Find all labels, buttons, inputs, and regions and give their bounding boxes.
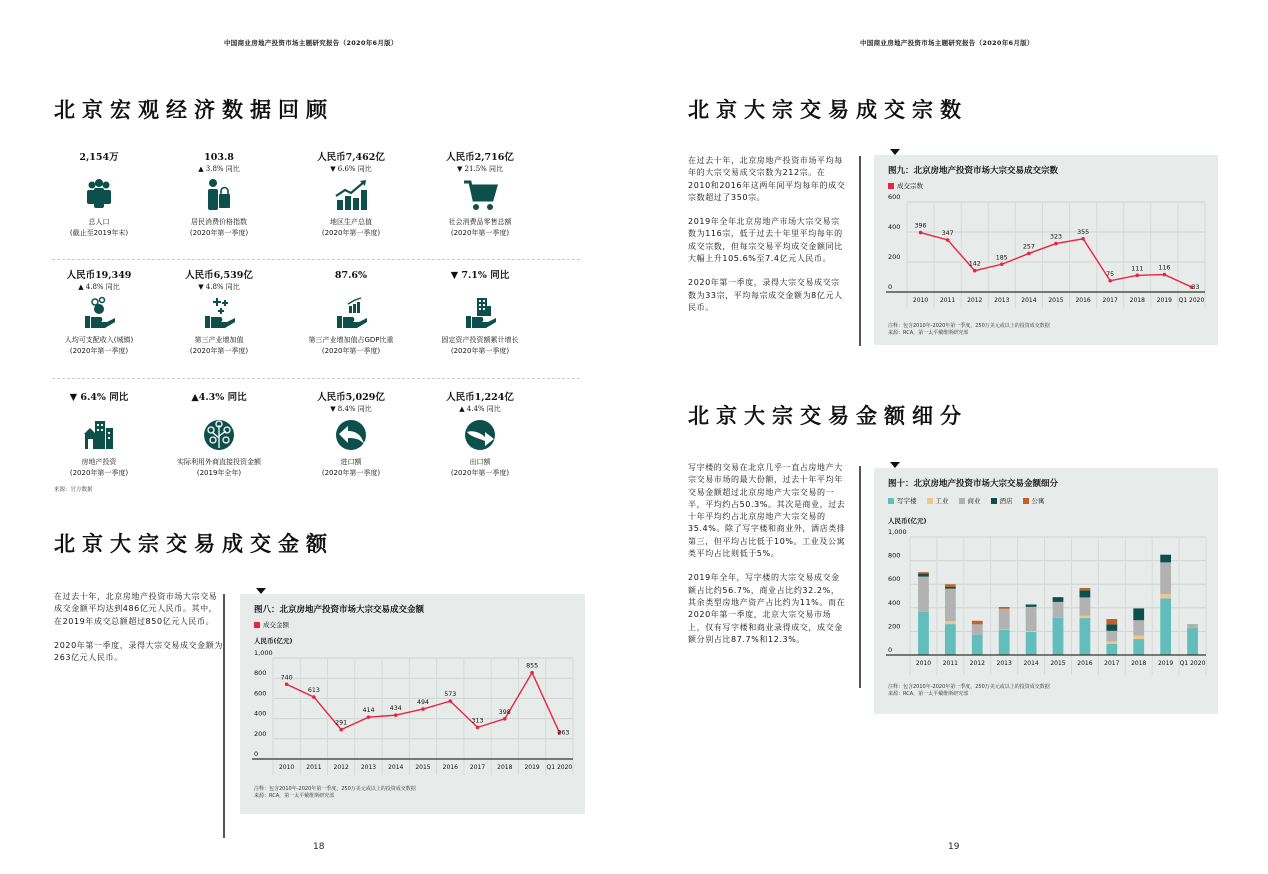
stat-card (420, 270, 540, 357)
bar-segment (1106, 641, 1117, 643)
line-chart-fig9 (874, 193, 1218, 313)
bar-segment (1026, 607, 1037, 631)
bar-segment (945, 624, 956, 655)
bar-segment (1053, 597, 1064, 602)
hand-building-icon (462, 296, 498, 330)
bar-segment (1053, 618, 1064, 655)
x-tick-label: 2015 (1050, 660, 1066, 667)
stat-value: 人民币7,462亿 (317, 152, 385, 163)
stat-card (159, 392, 279, 479)
stat-label: 第三产业增加值 (2020年第一季度) (189, 336, 249, 355)
x-tick-label: 2016 (442, 764, 458, 771)
stat-label: 实际利用外商直接投资金额 (2019年全年) (177, 458, 261, 477)
data-point (919, 231, 923, 235)
data-point (339, 728, 343, 732)
chart-note: 注释：包含2010年-2020年第一季度，250万美元或以上的投资成交数据 来源：RCA，第一太平戴维斯研究部 (888, 684, 1050, 697)
paragraph: 2020年第一季度，录得大宗交易成交金额为263亿元人民币。 (54, 640, 223, 663)
bar-segment (1026, 604, 1037, 606)
stat-label: 人均可支配收入(城镇) (2020年第一季度) (64, 336, 134, 355)
legend-swatch (927, 498, 933, 504)
stat-card (420, 392, 540, 479)
x-tick-label: 2012 (969, 660, 985, 667)
chart-panel-fig10 (874, 468, 1218, 714)
bar-segment (1106, 644, 1117, 655)
money-tree-icon (201, 418, 237, 452)
data-label: 398 (498, 708, 511, 716)
legend-swatch (888, 498, 894, 504)
bar-segment (1133, 636, 1144, 640)
data-label: 323 (1049, 233, 1063, 241)
bar-segment (1106, 624, 1117, 630)
x-tick-label: 2019 (524, 764, 540, 771)
bar-segment (918, 574, 929, 577)
y-tick-label: 0 (888, 283, 893, 291)
bar-segment (972, 624, 983, 635)
x-tick-label: 2012 (967, 297, 983, 304)
chart-legend (254, 620, 289, 629)
bar-segment (1026, 632, 1037, 655)
stat-value: 87.6% (334, 270, 368, 281)
y-tick-label: 400 (254, 709, 267, 718)
y-tick-label: 400 (888, 598, 901, 607)
bar-segment (1187, 628, 1198, 655)
x-tick-label: 2018 (1129, 297, 1145, 304)
bar-segment (1133, 639, 1144, 655)
x-tick-label: 2010 (278, 764, 295, 771)
x-tick-label: Q1 2020 (1179, 660, 1206, 667)
stat-change: ▼ 4.8% 同比 (198, 283, 240, 291)
bar-segment (1053, 602, 1064, 618)
x-tick-label: Q1 2020 (546, 764, 573, 771)
stat-change (39, 164, 159, 174)
legend-swatch (959, 498, 965, 504)
data-label: 494 (416, 699, 430, 707)
running-header: 中国商业房地产投资市场主题研究报告（2020年6月版） (860, 39, 1034, 47)
data-point (312, 695, 316, 699)
bar-segment (999, 630, 1010, 655)
stat-change: ▲ 3.8% 同比 (198, 165, 240, 173)
x-tick-label: 2010 (915, 660, 932, 667)
data-label: 740 (280, 674, 293, 682)
paragraph: 2019年全年北京房地产市场大宗交易宗数为116宗，低于过去十年里平均每年的成交宗数，但每宗交易平均成交金额同比大幅上升105.6%至7.4亿元人民币。 (688, 217, 843, 264)
paragraph: 在过去十年，北京房地产投资市场大宗交易成交金额平均达到486亿元人民币。其中，在2019年成交总额超过850亿元人民币。 (54, 592, 218, 626)
legend-item: 商业 (959, 496, 981, 505)
y-axis-label: 人民币(亿元) (254, 637, 293, 645)
chart-note: 注释：包含2010年-2020年第一季度，250万美元或以上的投资成交数据 来源：RCA，第一太平戴维斯研究部 (254, 786, 416, 799)
stat-change: ▼ 8.4% 同比 (330, 405, 372, 413)
marker-triangle (890, 462, 900, 468)
legend-swatch (991, 498, 997, 504)
x-tick-label: 2019 (1157, 660, 1174, 667)
stat-value: 103.8 (204, 152, 234, 163)
stat-change: ▼ 21.5% 同比 (456, 165, 504, 173)
data-label: 396 (914, 222, 927, 230)
page-title: 北京大宗交易成交宗数 (688, 98, 968, 122)
stat-change: ▲ 4.8% 同比 (78, 283, 120, 291)
stat-value: 人民币19,349 (66, 270, 132, 281)
y-tick-label: 1,000 (888, 528, 907, 536)
x-tick-label: 2016 (1077, 660, 1093, 667)
y-tick-label: 200 (888, 622, 901, 631)
stat-label: 出口额 (2020年第一季度) (450, 458, 510, 477)
data-label: 263 (557, 729, 570, 737)
data-point (503, 717, 507, 721)
stat-card (291, 392, 411, 479)
bar-segment (1106, 631, 1117, 642)
bar-segment (999, 607, 1010, 609)
stats-source: 来源：官方数据 (54, 487, 93, 493)
data-point (973, 269, 977, 273)
bar-segment (1080, 590, 1091, 597)
data-label: 116 (1158, 264, 1171, 272)
data-label: 613 (307, 687, 320, 695)
data-label: 111 (1131, 265, 1144, 273)
y-tick-label: 200 (888, 253, 901, 261)
page-19 (634, 0, 1268, 874)
growth-chart-icon (333, 178, 369, 212)
stat-change (291, 282, 411, 292)
divider-line (859, 466, 861, 688)
stat-value: ▼ 7.1% 同比 (450, 270, 510, 281)
bar-segment (918, 612, 929, 655)
legend-item: 写字楼 (888, 496, 917, 505)
data-label: 434 (389, 705, 402, 713)
stat-label: 房地产投资 (2020年第一季度) (69, 458, 129, 477)
stat-value: 人民币1,224亿 (446, 392, 514, 403)
stat-card (291, 152, 411, 239)
stat-label: 居民消费价格指数 (2020年第一季度) (189, 218, 249, 237)
marker-triangle (890, 149, 900, 155)
y-tick-label: 0 (254, 750, 259, 758)
data-label: 257 (1022, 243, 1035, 251)
chart-legend (888, 181, 923, 190)
x-tick-label: 2016 (1075, 297, 1091, 304)
running-header: 中国商业房地产投资市场主题研究报告（2020年6月版） (224, 39, 398, 47)
chart-title: 图八：北京房地产投资市场大宗交易成交金额 (254, 605, 425, 615)
data-point (367, 715, 371, 719)
hand-coins-icon (81, 296, 117, 330)
data-point (285, 682, 289, 686)
y-tick-label: 600 (888, 575, 901, 584)
bar-segment (918, 572, 929, 573)
chart-panel-fig9 (874, 155, 1218, 345)
x-tick-label: 2012 (333, 764, 349, 771)
y-tick-label: 600 (254, 689, 267, 698)
data-point (1027, 252, 1031, 256)
bar-segment (972, 621, 983, 625)
y-tick-label: 800 (888, 551, 901, 560)
data-label: 75 (1106, 270, 1115, 278)
bar-segment (999, 609, 1010, 630)
x-tick-label: Q1 2020 (1178, 297, 1205, 304)
paragraph: 2019年全年，写字楼的大宗交易成交金额占比约56.7%，商业占比约32.2%，其余类型房地产资产占比约为11%。而在2020年第一季度，北京大宗交易市场上，仅有写字楼和商业录得成交，成交金额分别占比87.7%和12.3%。 (688, 573, 846, 644)
data-point (946, 238, 950, 242)
bar-segment (1026, 631, 1037, 632)
divider-line (223, 594, 225, 838)
bar-segment (1160, 594, 1171, 598)
stat-value: ▼ 6.4% 同比 (69, 392, 129, 403)
section-text (688, 155, 848, 326)
y-tick-label: 1,000 (254, 649, 273, 657)
legend-item: 酒店 (991, 496, 1013, 505)
paragraph: 2020年第一季度，录得大宗交易成交宗数为33宗，平均每宗成交金额为8亿元人民币。 (688, 278, 843, 312)
divider (52, 378, 580, 379)
data-point (1135, 274, 1139, 278)
hand-plus-icon (201, 296, 237, 330)
data-point (421, 707, 425, 711)
data-label: 33 (1191, 284, 1200, 292)
import-arrow-icon (333, 418, 369, 452)
stat-value: 人民币2,716亿 (446, 152, 514, 163)
paragraph: 写字楼的交易在北京几乎一直占房地产大宗交易市场的最大份额，过去十年平均年交易金额超过北京房地产大宗交易的一半，平均约占50.3%。其次是商业，过去十年平均约占北京房地产大宗交易的35.4%。除了写字楼和商业外，酒店类排第三，但平均占比低于10%。工业及公寓类平均占比则低于5%。 (688, 463, 846, 559)
data-point (448, 699, 452, 703)
stat-value: 人民币5,029亿 (317, 392, 385, 403)
bar-segment (1133, 608, 1144, 620)
stat-card (159, 270, 279, 357)
bar-segment (945, 584, 956, 587)
stat-label: 总人口 (截止至2019年末) (69, 218, 129, 237)
section-title: 北京大宗交易金额细分 (688, 404, 968, 428)
stat-label: 地区生产总值 (2020年第一季度) (321, 218, 381, 237)
stat-value: 人民币6,539亿 (185, 270, 253, 281)
chart-note: 注释：包含2010年-2020年第一季度，250万美元或以上的投资成交数据 来源：RCA，第一太平戴维斯研究部 (888, 323, 1050, 336)
x-tick-label: 2018 (497, 764, 513, 771)
stat-change: ▲ 4.4% 同比 (459, 405, 501, 413)
stat-card (39, 152, 159, 239)
bar-segment (1080, 618, 1091, 655)
legend-item: 成交金额 (254, 620, 289, 629)
y-tick-label: 200 (254, 729, 267, 738)
x-tick-label: 2011 (306, 764, 322, 771)
stat-value: 2,154万 (79, 152, 119, 163)
x-tick-label: 2011 (942, 660, 959, 667)
x-tick-label: 2014 (1023, 660, 1039, 667)
legend-item: 工业 (927, 496, 949, 505)
legend-swatch (254, 622, 260, 628)
chart-legend (888, 496, 1045, 505)
stat-change: ▼ 6.6% 同比 (330, 165, 372, 173)
data-label: 291 (335, 719, 348, 727)
data-label: 347 (941, 229, 954, 237)
legend-swatch (1023, 498, 1029, 504)
bar-segment (1080, 616, 1091, 618)
stat-card (39, 392, 159, 479)
page-number: 18 (313, 842, 325, 852)
x-tick-label: 2013 (996, 660, 1012, 667)
x-tick-label: 2017 (1104, 660, 1120, 667)
x-tick-label: 2010 (912, 297, 929, 304)
bar-segment (1160, 598, 1171, 655)
bar-segment (972, 635, 983, 655)
shopper-bag-icon (201, 178, 237, 212)
data-label: 185 (995, 254, 1008, 262)
divider (52, 259, 580, 260)
legend-swatch (888, 183, 894, 189)
bar-segment (945, 621, 956, 624)
page-title: 北京宏观经济数据回顾 (54, 98, 334, 122)
bar-segment (1080, 597, 1091, 615)
stat-change (39, 404, 159, 414)
y-tick-label: 0 (888, 646, 893, 654)
bar-segment (1187, 624, 1198, 628)
x-tick-label: 2013 (994, 297, 1010, 304)
data-label: 313 (471, 717, 484, 725)
section-text (688, 462, 848, 658)
stat-change (420, 282, 540, 292)
bar-segment (1106, 619, 1117, 624)
bar-segment (1160, 562, 1171, 594)
bar-segment (1160, 555, 1171, 563)
section-text (54, 591, 224, 676)
buildings-icon (81, 418, 117, 452)
data-point (1000, 262, 1004, 266)
data-label: 142 (968, 260, 981, 268)
stat-card (39, 270, 159, 357)
bar-segment (945, 589, 956, 621)
stat-card (159, 152, 279, 239)
bar-segment (1133, 620, 1144, 635)
y-tick-label: 400 (888, 223, 901, 231)
stat-label: 社会消费品零售总额 (2020年第一季度) (448, 218, 512, 237)
y-tick-label: 800 (254, 669, 267, 678)
x-tick-label: 2013 (360, 764, 377, 771)
stat-card (420, 152, 540, 239)
x-tick-label: 2018 (1131, 660, 1147, 667)
bar-segment (1080, 588, 1091, 590)
export-arrow-icon (462, 418, 498, 452)
y-axis-label: 人民币(亿元) (888, 517, 927, 525)
x-tick-label: 2015 (415, 764, 431, 771)
bar-segment (945, 587, 956, 589)
section-title: 北京大宗交易成交金额 (54, 532, 334, 556)
stat-change (159, 404, 279, 414)
x-tick-label: 2014 (1021, 297, 1037, 304)
data-point (1081, 237, 1085, 241)
x-tick-label: 2014 (388, 764, 404, 771)
data-point (476, 726, 480, 730)
stat-label: 进口额 (2020年第一季度) (321, 458, 381, 477)
data-point (1054, 242, 1058, 246)
divider-line (859, 156, 861, 346)
marker-triangle (256, 588, 266, 594)
legend-item: 成交宗数 (888, 181, 923, 190)
stat-label: 第三产业增加值占GDP比重 (2020年第一季度) (308, 336, 394, 355)
data-point (530, 671, 534, 675)
legend-item: 公寓 (1023, 496, 1045, 505)
bar-segment (918, 577, 929, 612)
data-point (1163, 273, 1167, 277)
chart-title: 图九：北京房地产投资市场大宗交易成交宗数 (888, 166, 1059, 176)
data-point (1108, 279, 1112, 283)
x-tick-label: 2017 (1102, 297, 1118, 304)
data-label: 573 (444, 691, 457, 699)
chart-title: 图十：北京房地产投资市场大宗交易金额细分 (888, 479, 1059, 489)
page-number: 19 (948, 842, 960, 852)
stacked-bar-chart-fig10 (874, 528, 1218, 678)
x-tick-label: 2019 (1156, 297, 1173, 304)
chart-panel-fig8 (240, 594, 585, 814)
data-label: 355 (1077, 228, 1090, 236)
bar-segment (999, 629, 1010, 630)
data-label: 855 (526, 662, 539, 670)
data-point (394, 713, 398, 717)
paragraph: 在过去十年，北京房地产投资市场平均每年的大宗交易成交宗数为212宗。在2010和2016年这两年间平均每年的成交宗数超过了350宗。 (688, 156, 846, 202)
y-tick-label: 600 (888, 193, 901, 201)
shopping-cart-icon (462, 178, 498, 212)
hand-chart-icon (333, 296, 369, 330)
people-group-icon (81, 178, 117, 212)
stat-card (291, 270, 411, 357)
data-label: 414 (362, 707, 375, 715)
x-tick-label: 2011 (939, 297, 956, 304)
x-tick-label: 2015 (1048, 297, 1064, 304)
stat-value: ▲4.3% 同比 (191, 392, 247, 403)
stat-label: 固定资产投资额累计增长 (2020年第一季度) (441, 336, 519, 355)
x-tick-label: 2017 (469, 764, 486, 771)
